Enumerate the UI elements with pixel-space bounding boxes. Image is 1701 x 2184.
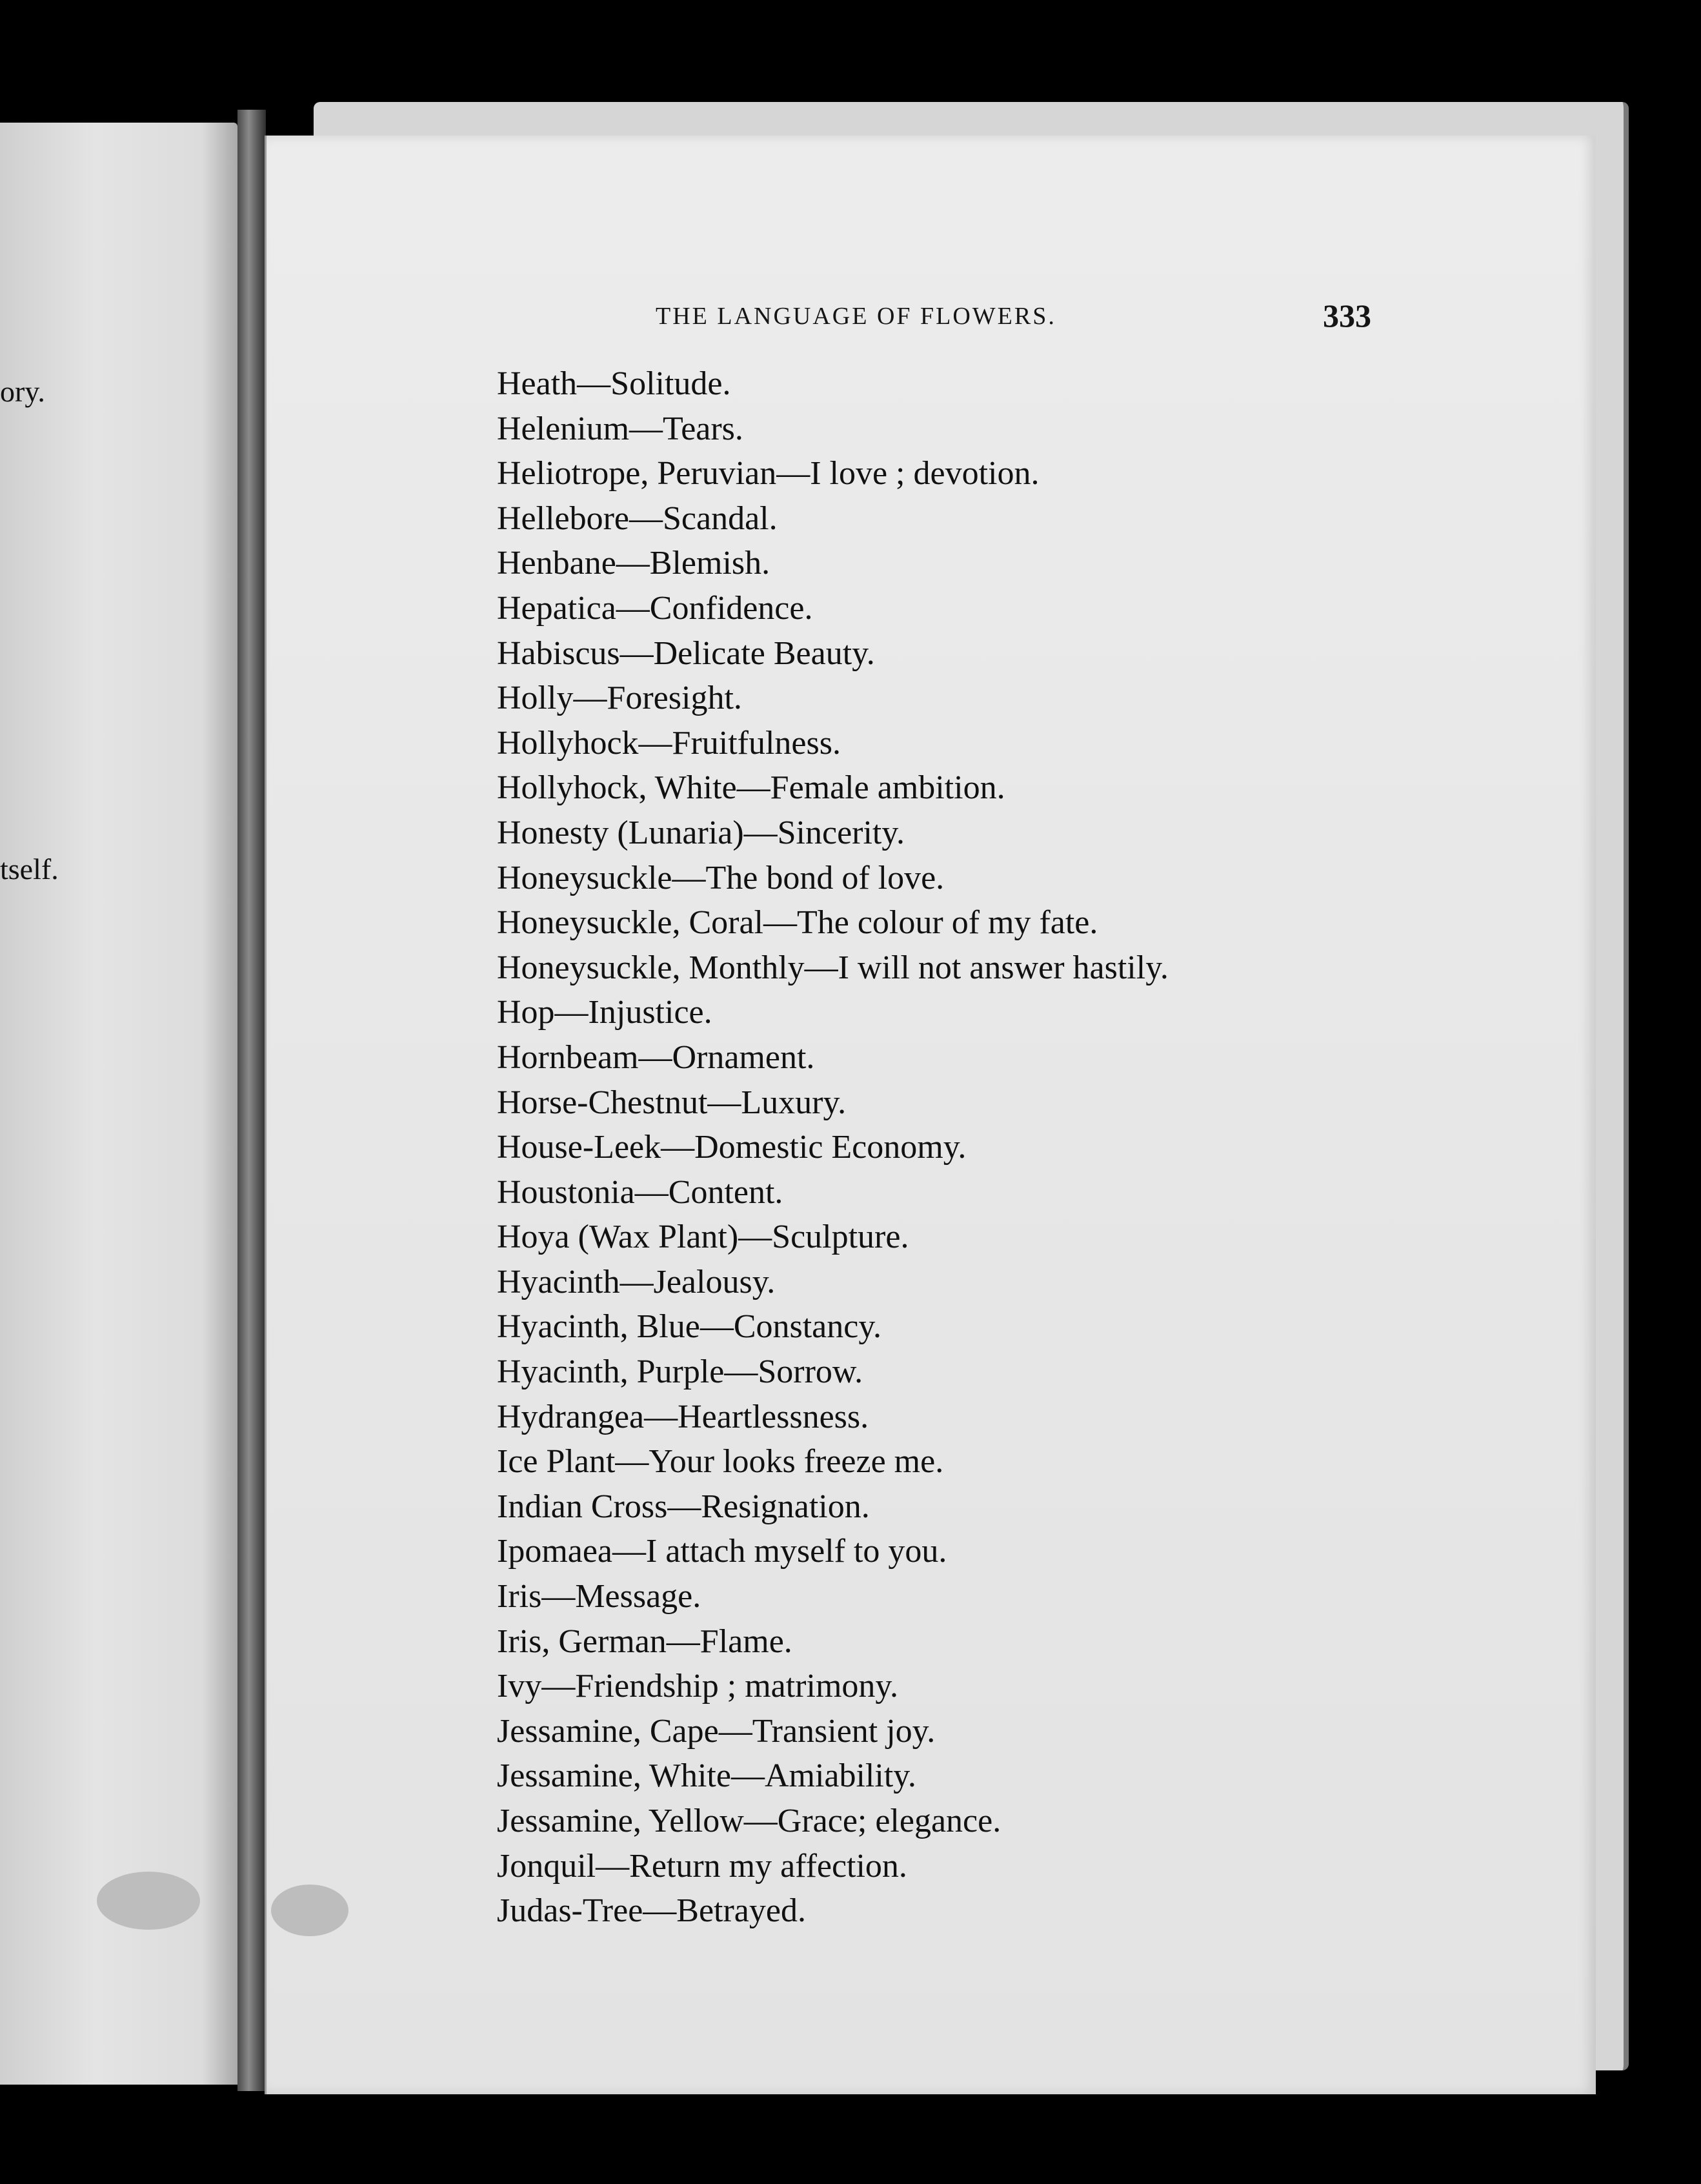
flower-entry: Heath—Solitude. — [497, 365, 731, 402]
flower-entry: Holly—Foresight. — [497, 680, 742, 717]
left-page-text-fragment: ory. — [0, 375, 45, 408]
flower-entry: Habiscus—Delicate Beauty. — [497, 634, 875, 672]
flower-entry: Hoya (Wax Plant)—Sculpture. — [497, 1218, 909, 1256]
flower-entry: Jessamine, Cape—Transient joy. — [497, 1712, 936, 1750]
flower-entry: Ivy—Friendship ; matrimony. — [497, 1668, 899, 1705]
flower-entry: Houstonia—Content. — [497, 1173, 783, 1211]
flower-entry: Henbane—Blemish. — [497, 545, 770, 582]
flower-entry: Hydrangea—Heartlessness. — [497, 1398, 869, 1435]
running-head: THE LANGUAGE OF FLOWERS. — [656, 303, 1056, 330]
flower-entry: Heliotrope, Peruvian—I love ; devotion. — [497, 455, 1040, 492]
flower-entry: Hellebore—Scandal. — [497, 500, 778, 537]
left-page — [0, 123, 237, 2085]
flower-entry: Judas-Tree—Betrayed. — [497, 1892, 806, 1930]
flower-entry: Honesty (Lunaria)—Sincerity. — [497, 814, 905, 851]
flower-entry: Hepatica—Confidence. — [497, 589, 813, 627]
flower-meaning-list — [497, 361, 1169, 1934]
flower-entry: Hop—Injustice. — [497, 994, 712, 1031]
flower-entry: Hyacinth, Blue—Constancy. — [497, 1308, 881, 1346]
flower-entry: Jessamine, White—Amiability. — [497, 1757, 916, 1795]
flower-entry: Ipomaea—I attach myself to you. — [497, 1533, 947, 1570]
flower-entry: Horse-Chestnut—Luxury. — [497, 1084, 847, 1121]
flower-entry: Jessamine, Yellow—Grace; elegance. — [497, 1803, 1001, 1839]
flower-entry: Hollyhock, White—Female ambition. — [497, 769, 1005, 807]
flower-entry: House-Leek—Domestic Economy. — [497, 1129, 967, 1166]
flower-entry: Honeysuckle, Coral—The colour of my fate. — [497, 904, 1098, 942]
flower-entry: Iris—Message. — [497, 1578, 701, 1615]
flower-entry: Hyacinth—Jealousy. — [497, 1263, 776, 1300]
flower-entry: Ice Plant—Your looks freeze me. — [497, 1443, 944, 1481]
flower-entry: Jonquil—Return my affection. — [497, 1847, 907, 1885]
flower-entry: Hollyhock—Fruitfulness. — [497, 724, 841, 762]
book-gutter — [237, 110, 266, 2091]
left-page-text-fragment: tself. — [0, 853, 59, 885]
flower-entry: Honeysuckle—The bond of love. — [497, 859, 945, 896]
flower-entry: Hornbeam—Ornament. — [497, 1038, 815, 1076]
flower-entry: Iris, German—Flame. — [497, 1623, 792, 1660]
flower-entry: Indian Cross—Resignation. — [497, 1488, 870, 1525]
flower-entry: Honeysuckle, Monthly—I will not answer hastily. — [497, 949, 1169, 986]
flower-entry: Hyacinth, Purple—Sorrow. — [497, 1353, 863, 1391]
paper-stain — [271, 1885, 348, 1936]
page-number: 333 — [1323, 298, 1371, 334]
flower-entry: Helenium—Tears. — [497, 410, 743, 447]
paper-stain — [97, 1872, 200, 1930]
